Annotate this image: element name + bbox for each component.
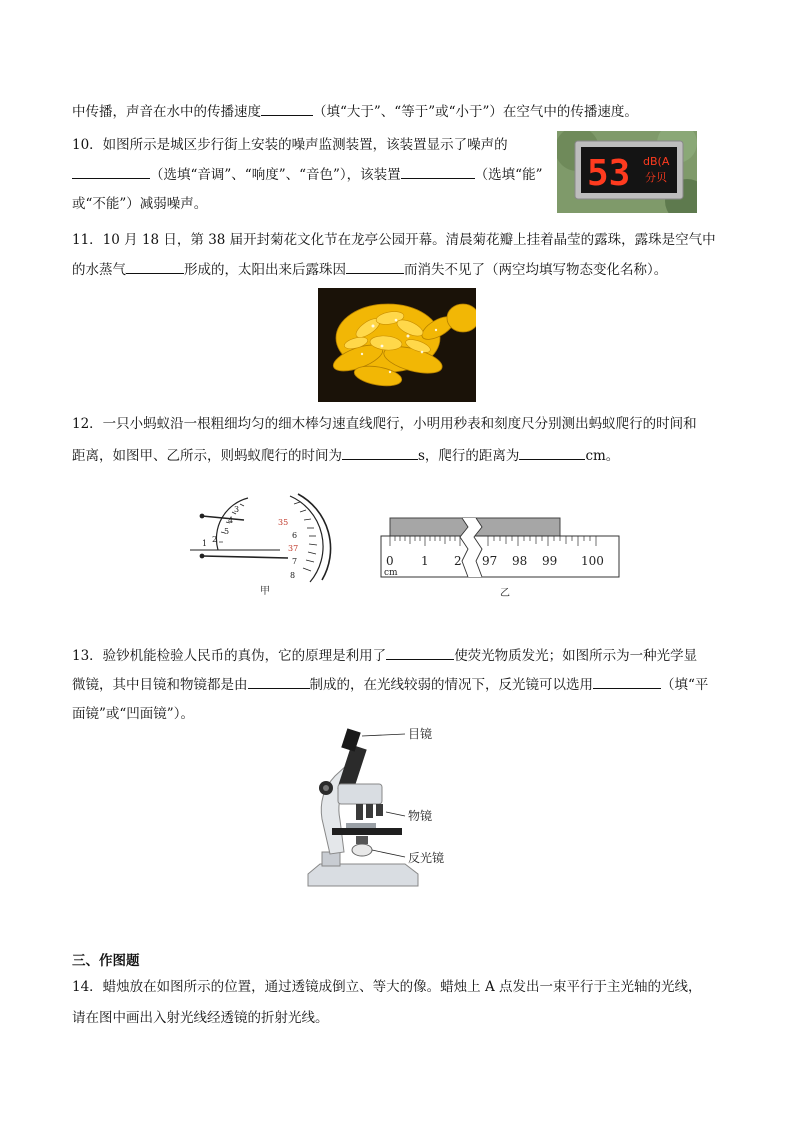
ruler-tick-label: 97 bbox=[482, 554, 498, 568]
q13-line2 bbox=[72, 674, 708, 695]
q12-line1: 12．一只小蚂蚁沿一根粗细均匀的细木棒匀速直线爬行，小明用秒表和刻度尺分别测出蚂蚁爬行的时间和 bbox=[72, 416, 697, 432]
ruler-label: 乙 bbox=[500, 588, 510, 599]
q11-line2 bbox=[72, 259, 667, 280]
noise-monitor-figure bbox=[557, 131, 697, 213]
stopwatch-outer-tick: 35 bbox=[278, 518, 289, 527]
ruler-tick-label: 99 bbox=[542, 554, 558, 568]
q11-text-2a: 的水蒸气 bbox=[72, 262, 126, 278]
q10-text-2a: （选填“音调”、“响度”、“音色”），该装置 bbox=[150, 167, 401, 183]
eyepiece-label: 目镜 bbox=[408, 727, 433, 741]
ruler-unit: cm bbox=[384, 568, 398, 578]
ruler-figure bbox=[378, 515, 623, 600]
stopwatch-outer-tick: 7 bbox=[292, 557, 298, 566]
q13-text-1a: 13．验钞机能检验人民币的真伪，它的原理是利用了 bbox=[72, 648, 387, 664]
q12-blank-time[interactable] bbox=[342, 445, 418, 460]
stopwatch-figure bbox=[190, 490, 340, 598]
q10-line2 bbox=[72, 164, 542, 185]
q10-line3: 或“不能”）减弱噪声。 bbox=[72, 196, 208, 212]
q12-text-2b: s，爬行的距离为 bbox=[418, 448, 520, 464]
mirror-label: 反光镜 bbox=[408, 851, 445, 865]
noise-unit-bottom: 分贝 bbox=[645, 171, 667, 184]
noise-value: 53 bbox=[587, 153, 631, 194]
q12-text-2c: cm。 bbox=[585, 448, 620, 464]
q10-blank-1[interactable] bbox=[72, 164, 150, 179]
q13-text-1b: 使荧光物质发光；如图所示为一种光学显 bbox=[454, 648, 698, 664]
stopwatch-inner-tick: 2 bbox=[212, 535, 218, 544]
q9-answer-blank[interactable] bbox=[261, 101, 313, 116]
stopwatch-inner-tick: 3 bbox=[234, 505, 240, 514]
q11-blank-2[interactable] bbox=[346, 259, 404, 274]
q11-text-2b: 形成的，太阳出来后露珠因 bbox=[184, 262, 346, 278]
q10-blank-2[interactable] bbox=[401, 164, 475, 179]
ruler-tick-label: 98 bbox=[512, 554, 528, 568]
q11-blank-1[interactable] bbox=[126, 259, 184, 274]
q13-line1 bbox=[72, 645, 697, 666]
microscope-figure bbox=[300, 724, 460, 894]
q10-line1: 10．如图所示是城区步行街上安装的噪声监测装置，该装置显示了噪声的 bbox=[72, 137, 508, 153]
q14-line1: 14．蜡烛放在如图所示的位置，通过透镜成倒立、等大的像。蜡烛上 A 点发出一束平行于主光轴的光线， bbox=[72, 979, 702, 995]
ruler-tick-label: 2 bbox=[454, 554, 462, 568]
q10-text-2b: （选填“能” bbox=[474, 167, 543, 183]
objective-label: 物镜 bbox=[408, 809, 433, 823]
q13-line3: 面镜”或“凹面镜”）。 bbox=[72, 706, 194, 722]
chrysanthemum-photo bbox=[318, 288, 476, 402]
q12-blank-distance[interactable] bbox=[519, 445, 585, 460]
stopwatch-inner-tick: 4 bbox=[228, 516, 234, 525]
q13-blank-2[interactable] bbox=[248, 674, 310, 689]
ruler-tick-label: 0 bbox=[386, 554, 394, 568]
stopwatch-outer-tick: 37 bbox=[288, 544, 299, 553]
ruler-tick-label: 1 bbox=[421, 554, 429, 568]
section-title: 三、作图题 bbox=[72, 953, 140, 969]
q12-line2 bbox=[72, 445, 619, 466]
q13-blank-1[interactable] bbox=[386, 645, 454, 660]
q11-line1: 11．10 月 18 日，第 38 届开封菊花文化节在龙亭公园开幕。清晨菊花瓣上挂着晶莹的露珠，露珠是空气中 bbox=[72, 232, 716, 248]
q9-text-a: 中传播，声音在水中的传播速度 bbox=[72, 104, 261, 120]
stopwatch-outer-tick: 8 bbox=[290, 571, 296, 580]
q11-text-2c: 而消失不见了（两空均填写物态变化名称）。 bbox=[404, 262, 668, 278]
stopwatch-outer-tick: 6 bbox=[292, 531, 298, 540]
q13-blank-3[interactable] bbox=[593, 674, 661, 689]
q9-text-b: （填“大于”、“等于”或“小于”）在空气中的传播速度。 bbox=[313, 104, 638, 120]
q13-text-2a: 微镜，其中目镜和物镜都是由 bbox=[72, 677, 248, 693]
noise-unit-top: dB(A bbox=[643, 155, 670, 168]
stopwatch-label: 甲 bbox=[260, 586, 270, 597]
q14-line2: 请在图中画出入射光线经透镜的折射光线。 bbox=[72, 1010, 329, 1026]
q9-continuation bbox=[72, 101, 638, 122]
q13-text-2c: （填“平 bbox=[661, 677, 709, 693]
stopwatch-inner-tick: 5 bbox=[224, 527, 230, 536]
stopwatch-inner-tick: 1 bbox=[202, 539, 208, 548]
q12-text-2a: 距离，如图甲、乙所示，则蚂蚁爬行的时间为 bbox=[72, 448, 342, 464]
ruler-tick-label: 100 bbox=[581, 554, 604, 568]
q13-text-2b: 制成的，在光线较弱的情况下，反光镜可以选用 bbox=[309, 677, 593, 693]
